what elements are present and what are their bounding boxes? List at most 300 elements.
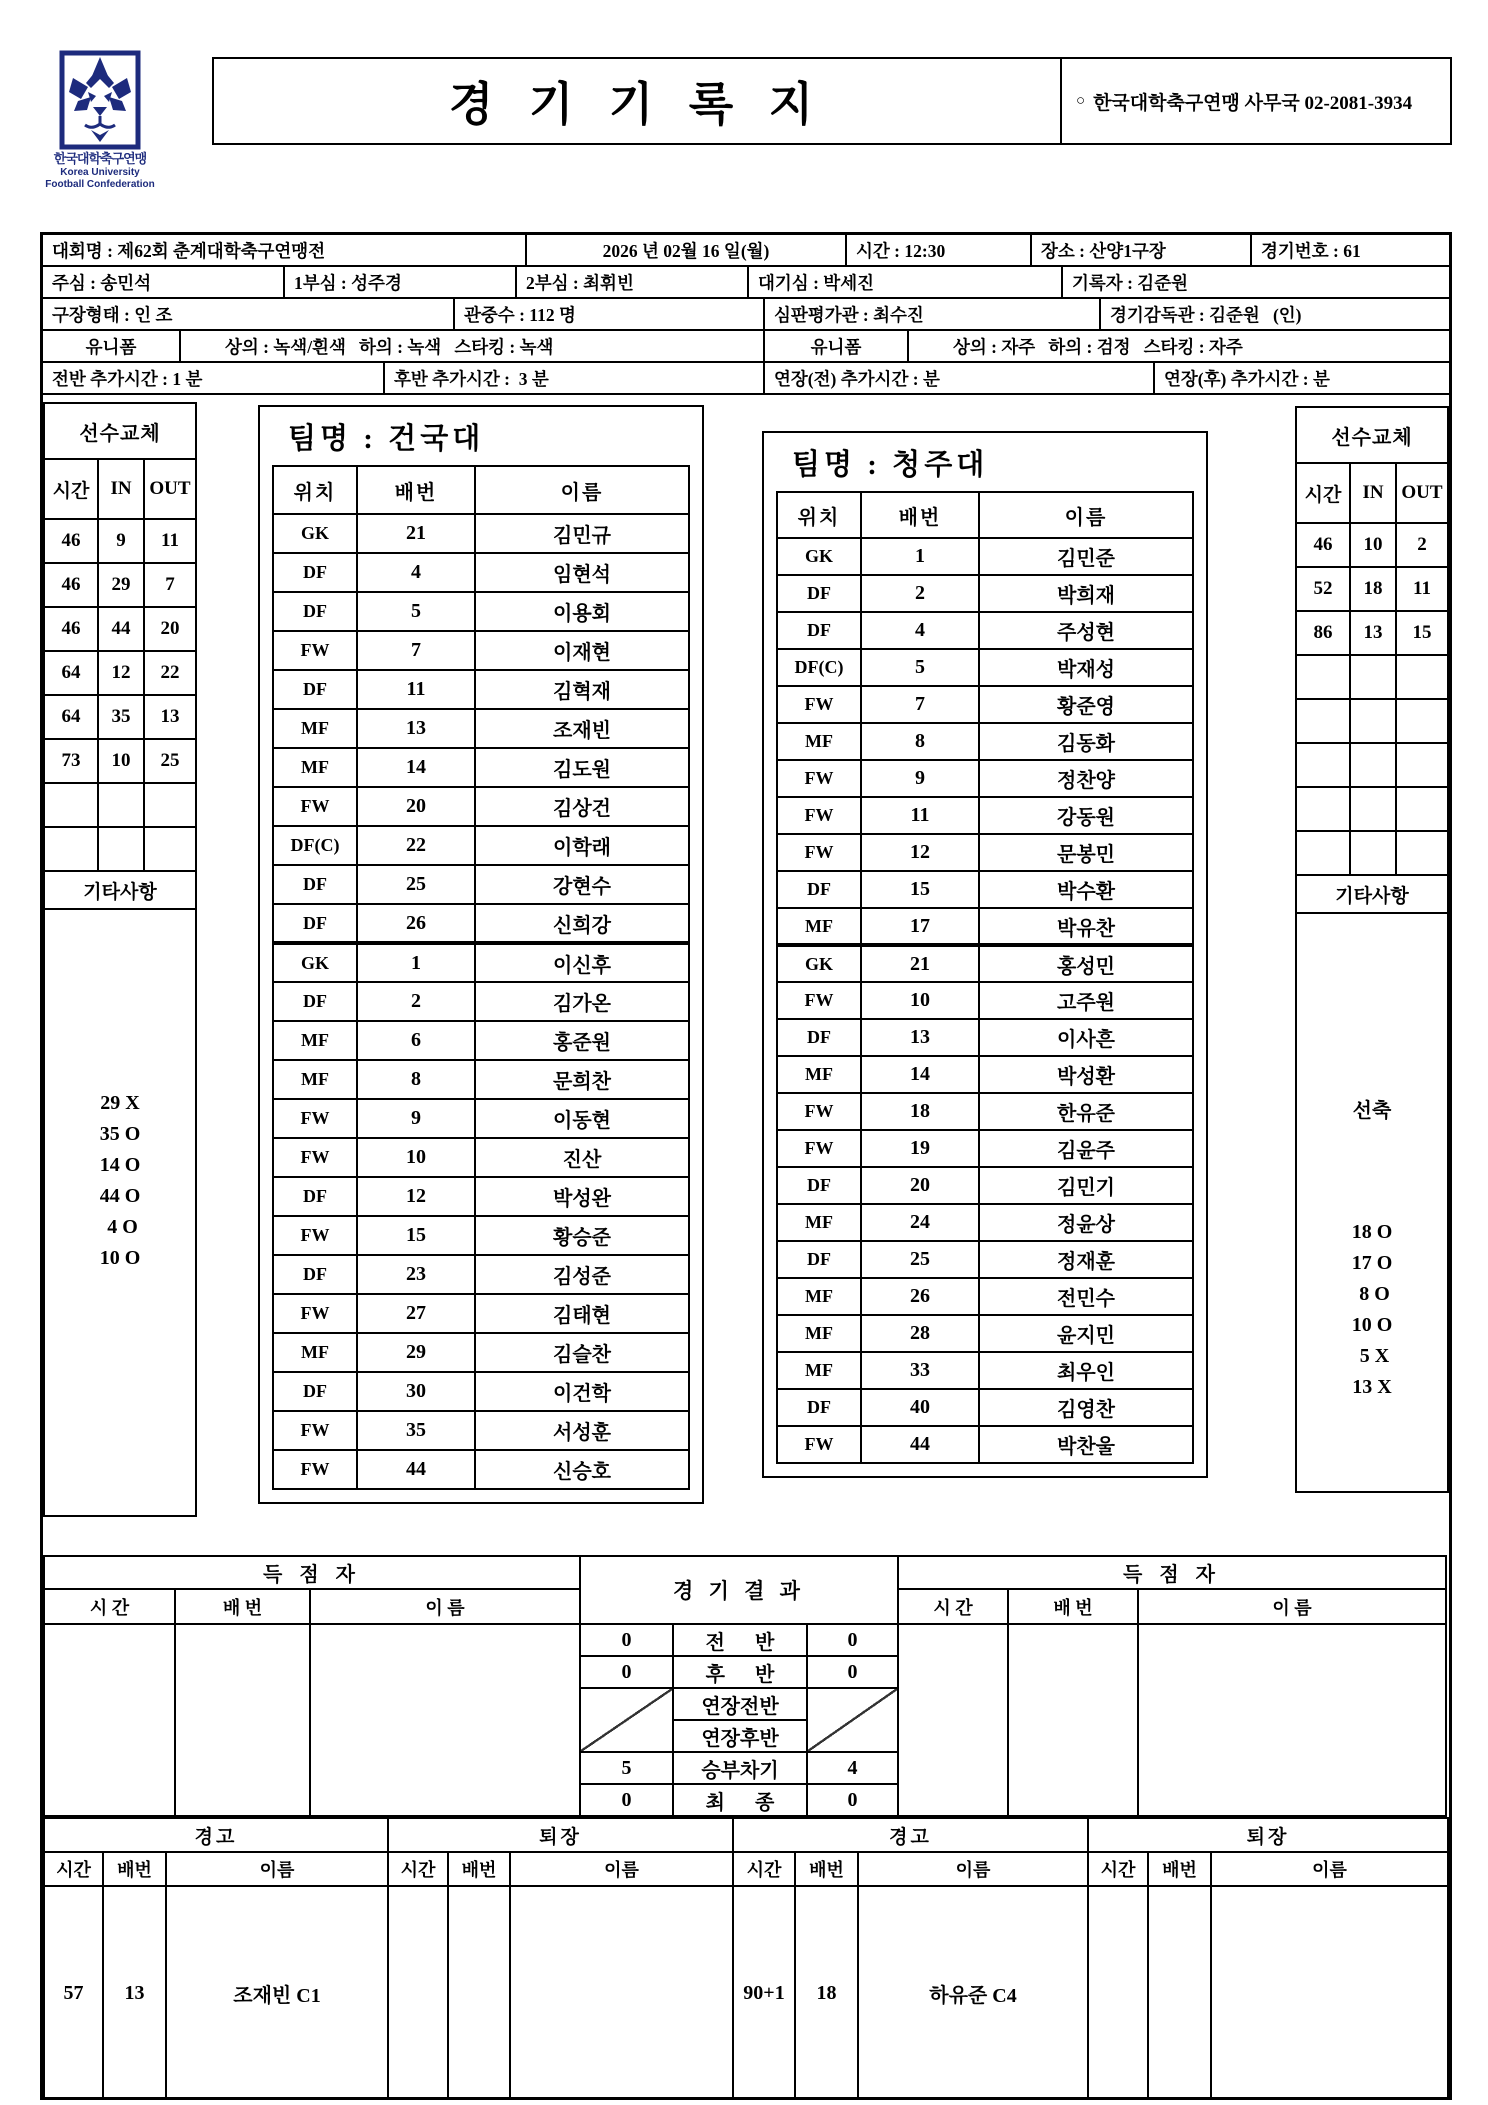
home-scorers-table <box>43 1555 581 1817</box>
player-row <box>273 1060 689 1099</box>
number-header: 배번 <box>357 466 475 514</box>
player-position-cell: DF <box>777 1167 861 1204</box>
player-name-cell: 강현수 <box>475 865 689 904</box>
player-row <box>777 1056 1193 1093</box>
player-number-cell: 12 <box>861 834 979 871</box>
home-team-box <box>258 405 704 1504</box>
player-number-cell: 28 <box>861 1315 979 1352</box>
player-position-cell: MF <box>777 1278 861 1315</box>
player-number-cell: 6 <box>357 1021 475 1060</box>
card-number-cell <box>448 1886 510 2100</box>
player-row <box>777 612 1193 649</box>
player-row <box>777 1130 1193 1167</box>
player-name-cell: 박재성 <box>979 649 1193 686</box>
player-name-cell: 이동현 <box>475 1099 689 1138</box>
home-subs-title: 선수교체 <box>44 403 196 459</box>
player-number-cell: 24 <box>861 1204 979 1241</box>
card-name-header: 이름 <box>166 1852 388 1886</box>
player-row <box>273 943 689 982</box>
player-position-cell: MF <box>777 723 861 760</box>
home-scorers-title: 득 점 자 <box>44 1556 580 1589</box>
federation-logo-block <box>25 50 175 191</box>
home-etc-cell <box>44 909 196 1516</box>
subs-out-header: OUT <box>1396 463 1448 523</box>
match-number: 경기번호 : 61 <box>1261 240 1361 261</box>
sub-in-cell <box>1350 699 1396 743</box>
player-name-cell: 문희찬 <box>475 1060 689 1099</box>
away-team-box <box>762 431 1208 1478</box>
player-name-cell: 김상건 <box>475 787 689 826</box>
home-roster-table <box>272 465 690 1490</box>
sub-in-cell <box>98 783 144 827</box>
away-sendoff-table <box>1087 1817 1449 2100</box>
player-name-cell: 김혁재 <box>475 670 689 709</box>
player-row <box>777 871 1193 908</box>
player-position-cell: DF <box>777 1019 861 1056</box>
away-caution-entry-row <box>733 1886 1088 2100</box>
card-time-cell: 57 <box>44 1886 103 2100</box>
player-name-cell: 진산 <box>475 1138 689 1177</box>
sendoff-title: 퇴장 <box>1088 1818 1448 1852</box>
sub-in-cell <box>1350 831 1396 875</box>
scorer-name-cell <box>1138 1624 1446 1816</box>
player-row <box>273 1099 689 1138</box>
player-row <box>273 787 689 826</box>
player-position-cell: DF <box>777 1241 861 1278</box>
result-row <box>580 1752 898 1784</box>
sub-time-cell <box>1296 743 1350 787</box>
home-substitutions-table <box>43 402 197 1517</box>
caution-header-row <box>733 1852 1088 1886</box>
logo-caption-en-1: Korea University <box>60 166 140 178</box>
player-name-cell: 정윤상 <box>979 1204 1193 1241</box>
player-row <box>777 649 1193 686</box>
player-number-cell: 2 <box>357 982 475 1021</box>
player-row <box>273 1177 689 1216</box>
player-position-cell: MF <box>273 1021 357 1060</box>
home-scorers-header-row <box>44 1589 580 1624</box>
player-row <box>777 834 1193 871</box>
player-name-cell: 강동원 <box>979 797 1193 834</box>
player-position-cell: GK <box>777 945 861 982</box>
player-position-cell: DF <box>273 1372 357 1411</box>
player-position-cell: MF <box>273 1333 357 1372</box>
card-number-header: 배번 <box>103 1852 166 1886</box>
player-name-cell: 최우인 <box>979 1352 1193 1389</box>
card-name-cell <box>1211 1886 1448 2100</box>
home-score-cell: 5 <box>580 1752 673 1784</box>
substitution-row <box>44 739 196 783</box>
competition-name: 대회명 : 제62회 춘계대학축구연맹전 <box>43 235 527 265</box>
info-row-1 <box>43 235 1449 267</box>
player-row <box>273 709 689 748</box>
sub-out-cell: 22 <box>144 651 196 695</box>
player-number-cell: 14 <box>357 748 475 787</box>
scorer-time-header: 시 간 <box>898 1589 1008 1624</box>
away-roster-header-row <box>777 492 1193 538</box>
player-row <box>777 797 1193 834</box>
attendance: 관중수 : 112 명 <box>455 299 765 329</box>
sub-time-cell <box>44 827 98 871</box>
player-row <box>777 1241 1193 1278</box>
player-row <box>273 1450 689 1489</box>
player-row <box>273 1372 689 1411</box>
player-position-cell: FW <box>777 834 861 871</box>
sub-in-cell: 10 <box>1350 523 1396 567</box>
scorer-number-cell <box>1008 1624 1138 1816</box>
card-time-header: 시간 <box>44 1852 103 1886</box>
player-name-cell: 김민규 <box>475 514 689 553</box>
cards-section <box>43 1817 1449 2100</box>
player-number-cell: 33 <box>861 1352 979 1389</box>
player-position-cell: FW <box>273 1216 357 1255</box>
player-row <box>273 1216 689 1255</box>
away-etc-title: 기타사항 <box>1296 875 1448 913</box>
player-row <box>777 1019 1193 1056</box>
away-sendoff-entry-row <box>1088 1886 1448 2100</box>
player-position-cell: MF <box>777 1315 861 1352</box>
fourth-official-name: 대기심 : 박세진 <box>749 267 1063 297</box>
player-row <box>273 1138 689 1177</box>
match-venue: 장소 : 산양1구장 <box>1032 235 1252 265</box>
subs-in-header: IN <box>1350 463 1396 523</box>
sub-out-cell: 7 <box>144 563 196 607</box>
home-caution-entry-row <box>44 1886 388 2100</box>
position-header: 위치 <box>273 466 357 514</box>
player-number-cell: 44 <box>357 1450 475 1489</box>
player-position-cell: DF <box>273 865 357 904</box>
subs-out-header: OUT <box>144 459 196 519</box>
card-time-cell: 90+1 <box>733 1886 795 2100</box>
player-row <box>273 670 689 709</box>
substitution-row <box>1296 787 1448 831</box>
caution-title: 경고 <box>733 1818 1088 1852</box>
result-title: 경 기 결 과 <box>580 1556 898 1624</box>
player-number-cell: 25 <box>861 1241 979 1278</box>
sub-time-cell: 52 <box>1296 567 1350 611</box>
match-time: 시간 : 12:30 <box>847 235 1032 265</box>
sub-in-cell: 13 <box>1350 611 1396 655</box>
result-row <box>580 1784 898 1816</box>
player-position-cell: FW <box>273 1411 357 1450</box>
shootout-note: 35 O <box>99 1123 141 1145</box>
away-kit-colors: 상의 : 자주 하의 : 검정 스타킹 : 자주 <box>953 336 1243 357</box>
player-name-cell: 주성현 <box>979 612 1193 649</box>
player-number-cell: 12 <box>357 1177 475 1216</box>
player-number-cell: 15 <box>861 871 979 908</box>
player-position-cell: DF <box>777 575 861 612</box>
logo-caption-kr: 한국대학축구연맹 <box>53 151 147 166</box>
sub-out-cell <box>1396 831 1448 875</box>
scorer-time-cell <box>898 1624 1008 1816</box>
recorder-name: 기록자 : 김준원 <box>1072 272 1189 293</box>
player-row <box>777 686 1193 723</box>
info-row-3 <box>43 299 1449 331</box>
away-scorers-table <box>897 1555 1447 1817</box>
sub-out-cell <box>1396 699 1448 743</box>
name-header: 이름 <box>979 492 1193 538</box>
logo-caption-en-2: Football Confederation <box>45 178 155 190</box>
subs-time-header: 시간 <box>44 459 98 519</box>
player-number-cell: 23 <box>357 1255 475 1294</box>
home-score-cell: 0 <box>580 1784 673 1816</box>
player-number-cell: 14 <box>861 1056 979 1093</box>
player-number-cell: 1 <box>861 538 979 575</box>
sub-out-cell: 15 <box>1396 611 1448 655</box>
sendoff-header-row <box>1088 1852 1448 1886</box>
player-row <box>777 575 1193 612</box>
sub-time-cell: 64 <box>44 695 98 739</box>
card-number-header: 배번 <box>1148 1852 1211 1886</box>
shootout-note: 44 O <box>99 1185 141 1207</box>
player-position-cell: FW <box>273 787 357 826</box>
sub-in-cell: 35 <box>98 695 144 739</box>
player-name-cell: 김성준 <box>475 1255 689 1294</box>
sub-in-cell <box>1350 787 1396 831</box>
sub-in-cell: 44 <box>98 607 144 651</box>
player-name-cell: 홍성민 <box>979 945 1193 982</box>
info-row-5 <box>43 363 1449 395</box>
player-row <box>273 1411 689 1450</box>
home-sendoff-table <box>387 1817 734 2100</box>
player-number-cell: 35 <box>357 1411 475 1450</box>
player-number-cell: 1 <box>357 943 475 982</box>
result-label-cell: 후 반 <box>673 1656 807 1688</box>
player-number-cell: 20 <box>357 787 475 826</box>
sub-in-cell: 12 <box>98 651 144 695</box>
player-position-cell: FW <box>273 1099 357 1138</box>
player-name-cell: 박희재 <box>979 575 1193 612</box>
player-number-cell: 7 <box>861 686 979 723</box>
result-label-cell: 연장전반 <box>673 1688 807 1720</box>
player-name-cell: 고주원 <box>979 982 1193 1019</box>
federation-contact <box>1062 59 1450 143</box>
sub-time-cell <box>1296 831 1350 875</box>
player-name-cell: 김도원 <box>475 748 689 787</box>
sub-time-cell <box>44 783 98 827</box>
match-result-table <box>579 1555 899 1817</box>
substitution-row <box>1296 699 1448 743</box>
player-number-cell: 10 <box>357 1138 475 1177</box>
first-kick-label: 선축 <box>1352 1100 1392 1122</box>
diagonal-cell <box>580 1688 673 1752</box>
away-subs-title: 선수교체 <box>1296 407 1448 463</box>
player-row <box>273 826 689 865</box>
home-etc-title: 기타사항 <box>44 871 196 909</box>
player-position-cell: FW <box>777 760 861 797</box>
sub-in-cell: 10 <box>98 739 144 783</box>
player-position-cell: DF <box>273 1177 357 1216</box>
player-row <box>273 514 689 553</box>
player-name-cell: 정재훈 <box>979 1241 1193 1278</box>
player-number-cell: 10 <box>861 982 979 1019</box>
home-kit-colors: 상의 : 녹색/흰색 하의 : 녹색 스타킹 : 녹색 <box>181 331 765 361</box>
sub-time-cell <box>1296 699 1350 743</box>
result-row <box>580 1624 898 1656</box>
subs-in-header: IN <box>98 459 144 519</box>
player-number-cell: 25 <box>357 865 475 904</box>
tiger-emblem-icon <box>58 50 142 150</box>
player-position-cell: MF <box>777 1056 861 1093</box>
player-position-cell: DF <box>777 871 861 908</box>
scorer-number-header: 배 번 <box>175 1589 310 1624</box>
card-time-header: 시간 <box>1088 1852 1148 1886</box>
player-row <box>777 1093 1193 1130</box>
scorer-time-cell <box>44 1624 175 1816</box>
player-row <box>273 553 689 592</box>
home-scorers-empty-row <box>44 1624 580 1816</box>
player-row <box>777 1426 1193 1463</box>
assistant1-name: 1부심 : 성주경 <box>285 267 517 297</box>
shootout-note: 18 O <box>1351 1221 1393 1243</box>
result-label-cell: 승부차기 <box>673 1752 807 1784</box>
player-row <box>273 904 689 943</box>
player-position-cell: MF <box>777 1204 861 1241</box>
player-name-cell: 임현석 <box>475 553 689 592</box>
substitution-row <box>44 827 196 871</box>
sub-time-cell: 46 <box>44 519 98 563</box>
player-name-cell: 정찬양 <box>979 760 1193 797</box>
player-name-cell: 황승준 <box>475 1216 689 1255</box>
player-position-cell: MF <box>273 1060 357 1099</box>
result-row <box>580 1688 898 1720</box>
home-sendoff-entry-row <box>388 1886 733 2100</box>
circle-bullet-icon: ○ <box>1076 92 1086 109</box>
shootout-note: 8 O <box>1354 1283 1390 1305</box>
sub-time-cell: 64 <box>44 651 98 695</box>
player-number-cell: 11 <box>357 670 475 709</box>
shootout-note: 4 O <box>102 1216 138 1238</box>
away-score-cell: 0 <box>807 1656 898 1688</box>
sub-out-cell: 13 <box>144 695 196 739</box>
away-score-cell: 4 <box>807 1752 898 1784</box>
card-number-cell: 18 <box>795 1886 858 2100</box>
player-position-cell: DF <box>273 1255 357 1294</box>
player-row <box>273 865 689 904</box>
home-uniform-label: 유니폼 <box>43 331 181 361</box>
home-shootout-notes <box>45 910 195 1274</box>
away-scorers-header-row <box>898 1589 1446 1624</box>
player-number-cell: 20 <box>861 1167 979 1204</box>
away-scorers-title: 득 점 자 <box>898 1556 1446 1589</box>
player-position-cell: GK <box>777 538 861 575</box>
home-score-cell: 0 <box>580 1656 673 1688</box>
player-position-cell: MF <box>777 1352 861 1389</box>
player-row <box>273 748 689 787</box>
player-number-cell: 15 <box>357 1216 475 1255</box>
card-name-cell: 하유준 C4 <box>858 1886 1088 2100</box>
player-name-cell: 김슬찬 <box>475 1333 689 1372</box>
player-row <box>273 1255 689 1294</box>
record-sheet-body <box>40 232 1452 2100</box>
player-number-cell: 27 <box>357 1294 475 1333</box>
substitution-row <box>1296 743 1448 787</box>
player-name-cell: 신승호 <box>475 1450 689 1489</box>
player-position-cell: DF <box>273 553 357 592</box>
match-supervisor: 경기감독관 : 김준원 (인) <box>1110 304 1302 325</box>
sub-time-cell: 46 <box>1296 523 1350 567</box>
card-number-cell: 13 <box>103 1886 166 2100</box>
substitution-row <box>44 563 196 607</box>
added-time-et2: 연장(후) 추가시간 : 분 <box>1164 368 1330 389</box>
player-name-cell: 김영찬 <box>979 1389 1193 1426</box>
position-header: 위치 <box>777 492 861 538</box>
player-row <box>273 982 689 1021</box>
player-number-cell: 44 <box>861 1426 979 1463</box>
player-name-cell: 김가온 <box>475 982 689 1021</box>
player-number-cell: 30 <box>357 1372 475 1411</box>
player-row <box>777 1204 1193 1241</box>
card-name-header: 이름 <box>510 1852 733 1886</box>
shootout-note: 14 O <box>99 1154 141 1176</box>
player-name-cell: 신희강 <box>475 904 689 943</box>
info-row-2 <box>43 267 1449 299</box>
away-substitutions-table <box>1295 406 1449 1493</box>
home-score-cell: 0 <box>580 1624 673 1656</box>
player-name-cell: 윤지민 <box>979 1315 1193 1352</box>
sub-time-cell: 86 <box>1296 611 1350 655</box>
player-number-cell: 17 <box>861 908 979 945</box>
player-row <box>273 1021 689 1060</box>
player-number-cell: 19 <box>861 1130 979 1167</box>
player-position-cell: FW <box>777 982 861 1019</box>
sub-out-cell <box>144 827 196 871</box>
card-time-cell <box>1088 1886 1148 2100</box>
home-team-name: 팀명 : 건국대 <box>288 422 485 455</box>
player-position-cell: FW <box>777 686 861 723</box>
sub-out-cell <box>1396 787 1448 831</box>
away-roster-table <box>776 491 1194 1464</box>
card-time-header: 시간 <box>733 1852 795 1886</box>
away-shootout-block <box>1297 914 1447 1465</box>
title-box <box>212 57 1452 145</box>
sub-out-cell: 25 <box>144 739 196 783</box>
result-row <box>580 1656 898 1688</box>
player-row <box>777 723 1193 760</box>
shootout-note: 10 O <box>99 1247 141 1269</box>
player-name-cell: 박수환 <box>979 871 1193 908</box>
player-row <box>273 1294 689 1333</box>
away-etc-cell <box>1296 913 1448 1492</box>
home-subs-header-row <box>44 459 196 519</box>
match-info-grid <box>43 235 1449 395</box>
player-row <box>777 538 1193 575</box>
substitution-row <box>1296 831 1448 875</box>
player-name-cell: 조재빈 <box>475 709 689 748</box>
player-number-cell: 4 <box>861 612 979 649</box>
scorer-name-header: 이 름 <box>310 1589 580 1624</box>
player-position-cell: DF <box>273 670 357 709</box>
away-team-name: 팀명 : 청주대 <box>792 448 989 481</box>
scorer-time-header: 시 간 <box>44 1589 175 1624</box>
card-name-cell: 조재빈 C1 <box>166 1886 388 2100</box>
player-name-cell: 김동화 <box>979 723 1193 760</box>
away-caution-table <box>732 1817 1089 2100</box>
player-number-cell: 22 <box>357 826 475 865</box>
player-row <box>777 945 1193 982</box>
player-position-cell: MF <box>273 748 357 787</box>
player-position-cell: FW <box>273 1138 357 1177</box>
page-title: 경 기 기 록 지 <box>214 59 1062 143</box>
away-score-cell: 0 <box>807 1784 898 1816</box>
away-subs-header-row <box>1296 463 1448 523</box>
player-name-cell: 이용회 <box>475 592 689 631</box>
player-number-cell: 11 <box>861 797 979 834</box>
sub-time-cell <box>1296 655 1350 699</box>
name-header: 이름 <box>475 466 689 514</box>
rosters-area <box>43 395 1449 1555</box>
player-row <box>273 631 689 670</box>
